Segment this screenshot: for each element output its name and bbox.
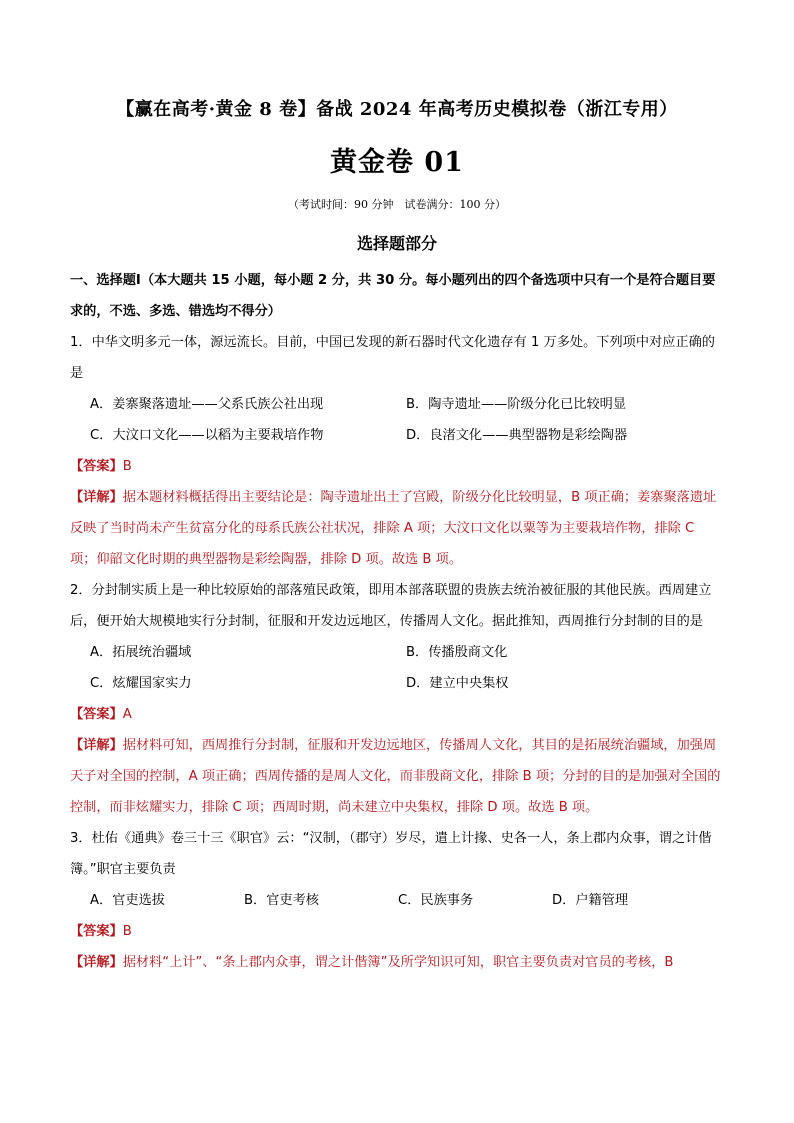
detail-tag: 【详解】 [70,490,123,505]
options [70,637,724,699]
explanation [70,482,724,575]
answer-value: A [122,707,132,722]
options [70,389,724,451]
question-1 [70,327,724,575]
answer-value: B [122,459,132,474]
answer [70,699,724,730]
explanation-text: 据本题材料概括得出主要结论是：陶寺遗址出土了宫殿，阶级分化比较明显，B 项正确；姜寨聚落遗址反映了当时尚未产生贫富分化的母系氏族公社状况，排除 A 项；大汶口文化以粟等为主要栽培作物，排除 C 项；仰韶文化时期的典型器物是彩绘陶器，排除 D 项。故选 B 项。 [70,490,717,567]
section-title: 选择题部分 [356,234,437,253]
explanation-text: 据材料“上计”、“条上郡内众事，谓之计偕簿”及所学知识可知，职官主要负责对官员的考核，B [122,955,674,970]
option-c: C．炫耀国家实力 [90,676,192,691]
option-a: A．拓展统治疆域 [90,645,192,660]
series-title: 【赢在高考·黄金 8 卷】备战 2024 年高考历史模拟卷（浙江专用） [116,99,678,120]
option-d: D．户籍管理 [552,893,629,908]
question-stem: 3．杜佑《通典》卷三十三《职官》云：“汉制，（郡守）岁尽，遣上计掾、史各一人，条上郡内众事，谓之计偕簿。”职官主要负责 [70,831,712,877]
option-d: D．建立中央集权 [406,676,509,691]
question-3 [70,823,724,978]
question-content [70,265,724,978]
answer-tag: 【答案】 [70,459,123,474]
detail-tag: 【详解】 [70,738,123,753]
option-d: D．良渚文化——典型器物是彩绘陶器 [406,428,628,443]
question-stem: 2．分封制实质上是一种比较原始的部落殖民政策，即用本部落联盟的贵族去统治被征服的其他民族。西周建立后，便开始大规模地实行分封制，征服和开发边远地区，传播周人文化。据此推知，西周推行分封制的目的是 [70,583,712,629]
exam-info: （考试时间：90 分钟 试卷满分：100 分） [288,198,506,211]
option-b: B．陶寺遗址——阶级分化已比较明显 [406,397,627,412]
question-2 [70,575,724,823]
option-b: B．官吏考核 [244,893,319,908]
option-c: C．大汶口文化——以稻为主要栽培作物 [90,428,324,443]
explanation [70,947,724,978]
question-stem: 1．中华文明多元一体，源远流长。目前，中国已发现的新石器时代文化遗存有 1 万多处。下列项中对应正确的是 [70,335,715,381]
explanation [70,730,724,823]
answer [70,916,724,947]
answer-tag: 【答案】 [70,707,123,722]
answer [70,451,724,482]
options [70,885,724,916]
paper-title: 黄金卷 01 [330,147,464,178]
answer-value: B [122,924,132,939]
detail-tag: 【详解】 [70,955,123,970]
option-c: C．民族事务 [398,893,474,908]
section-instruction: 一、选择题Ⅰ（本大题共 15 小题，每小题 2 分，共 30 分。每小题列出的四个备选项中只有一个是符合题目要求的，不选、多选、错选均不得分） [70,273,716,319]
option-b: B．传播殷商文化 [406,645,508,660]
option-a: A．官吏选拔 [90,893,165,908]
answer-tag: 【答案】 [70,924,123,939]
explanation-text: 据材料可知，西周推行分封制，征服和开发边远地区，传播周人文化，其目的是拓展统治疆域，加强周天子对全国的控制，A 项正确；西周传播的是周人文化，而非殷商文化，排除 B 项；分封的目的是加强对全国的控制，而非炫耀实力，排除 C 项；西周时期，尚未建立中央集权，排除 D 项。故选 B 项。 [70,738,721,815]
option-a: A．姜寨聚落遗址——父系氏族公社出现 [90,397,324,412]
